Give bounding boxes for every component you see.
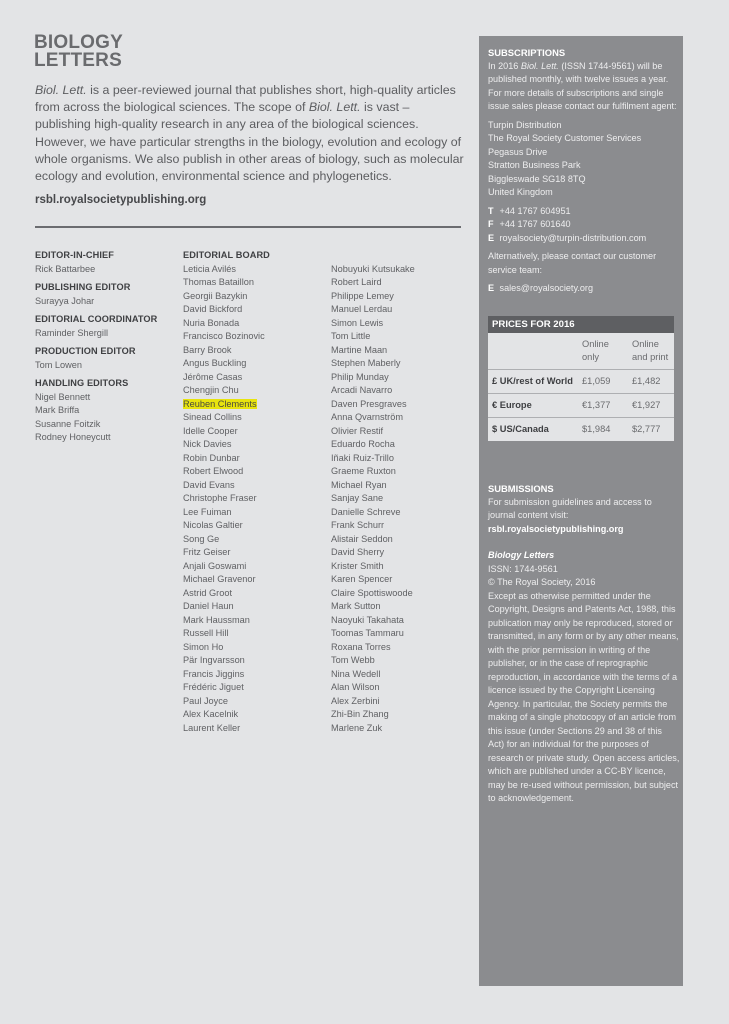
journal-abbr: Biol. Lett. — [520, 60, 559, 71]
staff-name: Raminder Shergill — [35, 327, 109, 338]
print-price-cell: $2,777 — [628, 418, 674, 442]
board-member: Sanjay Sane — [331, 493, 384, 503]
board-member: David Evans — [183, 479, 235, 490]
address-line: The Royal Society Customer Services — [488, 133, 642, 143]
contact-row — [488, 232, 678, 246]
print-price-cell: €1,927 — [628, 394, 674, 418]
header-text: Online — [632, 338, 659, 349]
board-member: Frank Schurr — [331, 520, 385, 530]
board-member: Daven Presgraves — [331, 398, 407, 409]
description-text-2: is vast – publishing high-quality research in any area of the biological sciences. However, we have particular strengths in the biology, evolution and ecology of whole organisms. We also publish in other areas of biology, such as molecular ecology and evolution, environmental science and phylogenetics. — [35, 100, 464, 184]
staff-name: Susanne Foitzik — [35, 418, 101, 429]
editorial-board-heading: EDITORIAL BOARD — [183, 250, 270, 260]
board-member: Frédéric Jiguet — [183, 682, 244, 692]
board-member: Angus Buckling — [183, 358, 247, 368]
contact-row — [488, 218, 678, 232]
board-member: Mark Sutton — [331, 601, 381, 611]
staff-name: Surayya Johar — [35, 295, 95, 306]
price-row — [488, 418, 674, 442]
board-member: Song Ge — [183, 533, 220, 544]
board-member: Tom Little — [331, 331, 371, 341]
board-member: Marlene Zuk — [331, 722, 383, 733]
editorial-board-heading-spacer — [331, 249, 471, 263]
prices-grid — [488, 333, 674, 441]
board-member: Francis Jiggins — [183, 668, 245, 679]
board-member: Robert Elwood — [183, 466, 244, 476]
staff-column — [35, 249, 175, 445]
board-member: Georgii Bazykin — [183, 290, 248, 301]
region-header — [488, 333, 578, 370]
board-member: Robert Laird — [331, 277, 382, 287]
region-cell: $ US/Canada — [488, 418, 578, 442]
role-heading: EDITORIAL COORDINATOR — [35, 314, 158, 324]
highlighted-board-member: Reuben Clements — [183, 398, 257, 409]
board-member — [183, 398, 323, 412]
board-member: Jérôme Casas — [183, 371, 243, 382]
copyright-journal: Biology Letters — [488, 550, 555, 560]
board-member: Nina Wedell — [331, 668, 381, 679]
distributor-address — [488, 119, 678, 200]
region-cell: £ UK/rest of World — [488, 370, 578, 394]
subscriptions-text — [488, 60, 678, 114]
board-member: Lee Fuiman — [183, 506, 232, 517]
board-member: Anna Qvarnström — [331, 412, 403, 422]
online-print-header — [628, 333, 674, 370]
title-line-2: LETTERS — [34, 50, 122, 71]
board-member: Stephen Maberly — [331, 358, 401, 368]
board-member: Krister Smith — [331, 560, 384, 571]
board-member: Christophe Fraser — [183, 493, 257, 503]
board-member: Manuel Lerdau — [331, 304, 393, 314]
board-member: Eduardo Rocha — [331, 439, 395, 449]
board-member: Pär Ingvarsson — [183, 655, 245, 665]
board-member: Danielle Schreve — [331, 506, 401, 517]
board-member: Thomas Bataillon — [183, 277, 254, 287]
board-member: Astrid Groot — [183, 587, 233, 598]
board-member: Laurent Keller — [183, 722, 241, 733]
subscriptions-heading: SUBSCRIPTIONS — [488, 47, 566, 58]
contact-label: F — [488, 219, 494, 229]
sidebar-panel — [479, 36, 683, 986]
board-member: Alex Kacelnik — [183, 709, 239, 719]
board-member: Nicolas Galtier — [183, 520, 243, 530]
address-line: Pegasus Drive — [488, 146, 548, 157]
board-member: Nuria Bonada — [183, 317, 240, 328]
board-member: Alan Wilson — [331, 682, 380, 692]
prices-table — [488, 316, 674, 441]
online-price-cell: €1,377 — [578, 394, 628, 418]
board-member: Nick Davies — [183, 439, 232, 449]
staff-name: Rodney Honeycutt — [35, 432, 111, 442]
board-member: Alex Zerbini — [331, 695, 380, 706]
role-heading: PRODUCTION EDITOR — [35, 346, 136, 356]
address-line: United Kingdom — [488, 187, 553, 197]
sales-email-link[interactable]: sales@royalsociety.org — [499, 283, 593, 293]
board-member: Michael Ryan — [331, 479, 387, 490]
contact-label: E — [488, 232, 495, 243]
board-member: Claire Spottiswoode — [331, 587, 413, 598]
subscriptions-text-post: (ISSN 1744-9561) will be published monthly, with twelve issues a year. For more details of subscriptions and single issue sales please contact our fulfilment agent: — [488, 60, 677, 111]
board-member: Fritz Geiser — [183, 547, 231, 557]
board-member: Barry Brook — [183, 344, 232, 355]
staff-name: Rick Battarbee — [35, 263, 96, 274]
board-member: Mark Haussman — [183, 614, 250, 625]
submissions-text: For submission guidelines and access to journal content visit: — [488, 496, 652, 520]
board-member: Anjali Goswami — [183, 560, 247, 571]
email-label: E — [488, 283, 495, 293]
journal-abbr: Biol. Lett. — [35, 83, 87, 97]
journal-title — [34, 34, 123, 70]
address-line: Turpin Distribution — [488, 119, 562, 130]
copyright-body: Except as otherwise permitted under the Copyright, Designs and Patents Act, 1988, this publication may only be reproduced, stored or transmitted, in any form or by any other means, with the prior permission in writing of the publisher, or in the case of reprographic reproduction, in accordance with the terms of a licence issued by the Copyright Licensing Agency. In particular, the Society permits the making of a single photocopy of an article from this issue (under Sections 29 and 38 of this Act) for an individual for the purposes of research or private study. Open access articles, which are published under a CC-BY licence, may be re-used without permission, but subject to acknowledgement. — [488, 590, 680, 803]
submissions-section — [488, 482, 680, 806]
contact-value: +44 1767 601640 — [499, 219, 571, 229]
copyright-issn: ISSN: 1744-9561 — [488, 563, 558, 574]
board-member: Daniel Haun — [183, 601, 234, 611]
board-member: Toomas Tammaru — [331, 628, 404, 638]
board-member: Martine Maan — [331, 344, 388, 355]
price-row — [488, 370, 674, 394]
editorial-board-column-1 — [183, 249, 323, 735]
board-member: Francisco Bozinovic — [183, 331, 265, 341]
staff-name: Mark Briffa — [35, 405, 80, 415]
online-only-header — [578, 333, 628, 370]
board-member: Sinead Collins — [183, 412, 242, 422]
board-member: Karen Spencer — [331, 574, 393, 584]
journal-website-link[interactable]: rsbl.royalsocietypublishing.org — [35, 194, 207, 206]
subscriptions-section — [488, 46, 678, 296]
role-heading: PUBLISHING EDITOR — [35, 282, 131, 292]
price-row — [488, 394, 674, 418]
board-member: Philip Munday — [331, 371, 389, 382]
board-member: Arcadi Navarro — [331, 385, 393, 395]
staff-name: Nigel Bennett — [35, 391, 91, 402]
address-line: Biggleswade SG18 8TQ — [488, 173, 586, 184]
board-member: Simon Lewis — [331, 317, 384, 328]
address-line: Stratton Business Park — [488, 160, 581, 170]
role-heading: HANDLING EDITORS — [35, 378, 129, 388]
board-member: Simon Ho — [183, 641, 224, 652]
board-member: Leticia Avilés — [183, 263, 236, 274]
submissions-heading: SUBMISSIONS — [488, 483, 554, 494]
board-member: Alistair Seddon — [331, 533, 393, 544]
header-text: only — [582, 352, 600, 362]
copyright-notice: © The Royal Society, 2016 — [488, 577, 596, 587]
journal-abbr: Biol. Lett. — [308, 100, 361, 115]
board-member: Robin Dunbar — [183, 452, 240, 463]
prices-title: PRICES FOR 2016 — [488, 316, 674, 333]
print-price-cell: £1,482 — [628, 370, 674, 394]
board-member: Roxana Torres — [331, 641, 391, 652]
board-member: Russell Hill — [183, 628, 229, 638]
board-member: Chengjin Chu — [183, 385, 239, 395]
board-member: Philippe Lemey — [331, 290, 394, 301]
alternative-contact-text: Alternatively, please contact our customer service team: — [488, 251, 657, 275]
board-member: Idelle Cooper — [183, 425, 238, 436]
contact-list — [488, 205, 678, 246]
title-line-1: BIOLOGY — [34, 32, 124, 53]
board-member: David Sherry — [331, 547, 385, 557]
board-member: Nobuyuki Kutsukake — [331, 263, 415, 274]
editorial-board-column-2 — [331, 249, 471, 735]
description-text-1: is a peer-reviewed journal that publishes short, high-quality articles from across the biological sciences. The scope of — [35, 83, 456, 115]
board-member: David Bickford — [183, 304, 243, 314]
board-member: Olivier Restif — [331, 425, 384, 436]
contact-label: T — [488, 205, 494, 216]
board-member: Zhi-Bin Zhang — [331, 709, 389, 719]
contact-row — [488, 205, 678, 219]
board-member: Naoyuki Takahata — [331, 614, 404, 625]
online-price-cell: $1,984 — [578, 418, 628, 442]
board-member: Tom Webb — [331, 655, 375, 665]
header-text: Online — [582, 338, 609, 349]
staff-name: Tom Lowen — [35, 359, 82, 370]
alternative-contact — [488, 282, 678, 296]
online-price-cell: £1,059 — [578, 370, 628, 394]
board-member: Graeme Ruxton — [331, 466, 396, 476]
subscriptions-text-pre: In 2016 — [488, 60, 521, 71]
journal-description — [35, 82, 465, 185]
board-member: Paul Joyce — [183, 695, 228, 706]
board-member: Michael Gravenor — [183, 574, 256, 584]
section-divider — [35, 226, 461, 228]
contact-value: +44 1767 604951 — [499, 205, 571, 216]
contact-value[interactable]: royalsociety@turpin-distribution.com — [499, 232, 647, 243]
board-member: Iñaki Ruiz-Trillo — [331, 452, 394, 463]
submissions-link[interactable]: rsbl.royalsocietypublishing.org — [488, 523, 624, 534]
prices-header-row — [488, 333, 674, 370]
role-heading: EDITOR-IN-CHIEF — [35, 250, 114, 260]
header-text: and print — [632, 352, 669, 362]
region-cell: € Europe — [488, 394, 578, 418]
